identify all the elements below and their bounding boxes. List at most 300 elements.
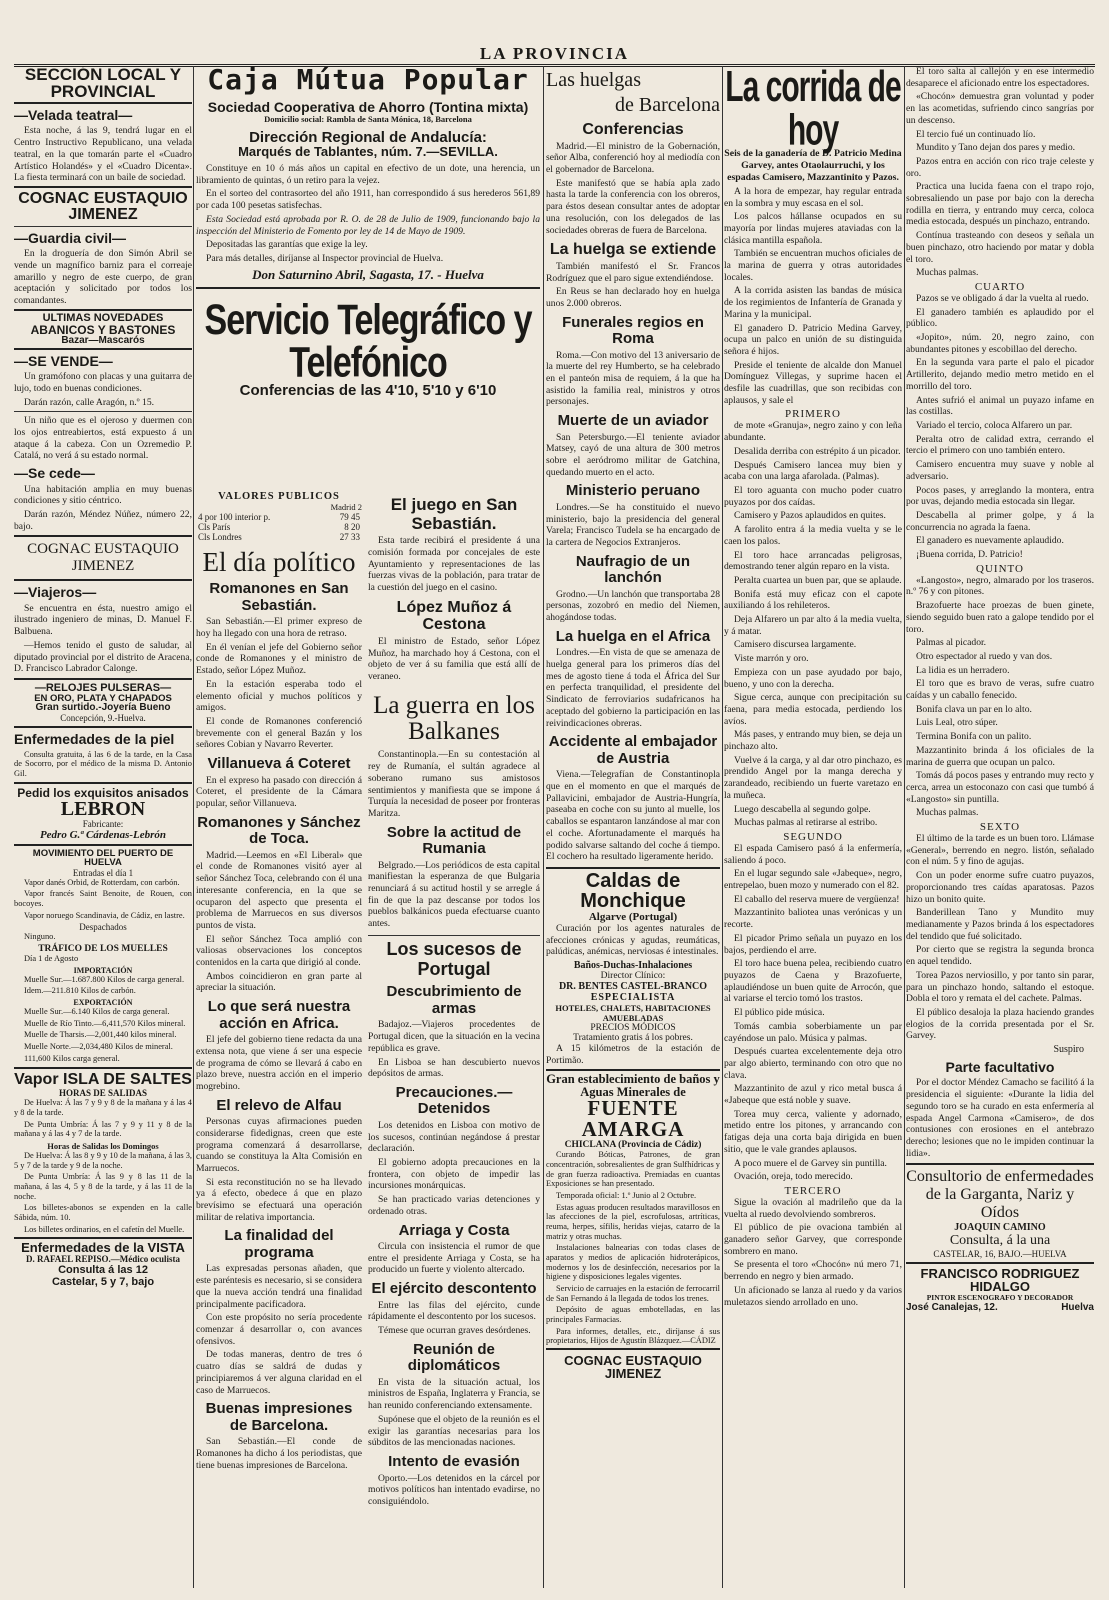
article-body: En la droguería de don Simón Abril se vende un magnífico barniz para el correaje amarillo y negro de este cuerpo, de gran aceptación y solicitado por todos los comandantes.: [14, 248, 192, 307]
article-body: Muelle Sur.—6.140 Kilos de carga general.: [24, 1007, 170, 1017]
article-body: Pocos pases, y arreglando la montera, entra por uvas, dejando media estocada sin llegar.: [906, 484, 1094, 508]
article-heading: Buenas impresiones de Barcelona.: [205, 1400, 353, 1434]
article-body: El toro que es bravo de veras, sufre cuatro caídas y un caballo fenecido.: [906, 678, 1094, 702]
article-body: Londres.—En vista de que se amenaza de huelga general para los primeros días del mes de agosto tiene á toda el África del Sur en perfecta tranquilidad, el presidente del Sindicato de ferroviarios sudafricanos ha aceptado del gobierno la participación en las reivindicaciones obreras.: [546, 647, 720, 729]
article-body: Vuelve á la carga, y al dar otro pinchazo, es prendido Angel por la manga derecha y zarandeado, recibiendo un fuerte varetazo en la muñeca.: [724, 754, 902, 801]
article-heading: —SE VENDE—: [14, 352, 113, 369]
article-body: Si esta reconstitución no se ha llevado ya á efecto, obedece á que en plazo brevísimo se efectuará una operación militar de relativa importancia.: [196, 1176, 362, 1223]
column-2-right: [368, 491, 540, 1510]
article-body: A la corrida asisten las bandas de música de los regimientos de Infantería de Granada y Marina y la municipal.: [724, 285, 902, 320]
ad-line: Sociedad Cooperativa de Ahorro (Tontina mixta): [207, 99, 529, 115]
column-huelgas: [546, 66, 720, 1588]
sub-heading: TRÁFICO DE LOS MUELLES: [38, 944, 168, 955]
article-body: Este manifestó que se había apla zado hasta la tarde la conferencia con los obreros, para éstos desean consultar antes de adoptar una resolución, con los delegados de las sociedades obreras de fuera de Barcelona.: [546, 177, 720, 236]
ad-line: ESPECIALISTA: [590, 992, 676, 1004]
article-body: El gobierno adopta precauciones en la frontera, con objeto de impedir las incursiones monárquicas.: [368, 1157, 540, 1192]
ad-address: José Canalejas, 12.: [906, 1302, 998, 1314]
sub-heading: EXPORTACIÓN: [73, 998, 133, 1008]
article-heading: Accidente al embajador de Austria: [548, 733, 718, 767]
article-body: El ganadero es nuevamente aplaudido.: [916, 535, 1064, 547]
ad-line: Pedro G.ª Cárdenas-Lebrón: [39, 828, 167, 841]
column-2-left: [196, 491, 362, 1473]
ad-line: Concepción, 9.-Huelva.: [60, 713, 146, 724]
article-body: A poco muere el de Garvey sin puntilla.: [734, 1157, 887, 1169]
ad-line: De Punta Umbría: Á las 7 y 9 y 11 y 8 de la mañana y á las 4 y 7 de la tarde.: [14, 1119, 192, 1139]
article-body: Contínua trasteando con deseos y señala un buen pinchazo, otro haciendo por matar y dobla el toro.: [906, 230, 1094, 265]
ad-line: Dirección Regional de Andalucía:: [249, 129, 487, 146]
article-body: Viena.—Telegrafían de Constantinopla que en el momento en que el marqués de Pallavicini, embajador de Austria-Hungría, paseaba en coche con su junto al muelle, los caballos se espantaron lanzándose al mar con el coche. Afortunadamente el marqués ha podido salvarse saltando del coche á tiempo. El cochero ha resultado ligeramente herido.: [546, 769, 720, 863]
bull-heading: TERCERO: [784, 1184, 842, 1197]
article-body: Personas cuyas afirmaciones pueden considerarse fidedignas, creen que este programa comenzará á desarrollarse, cuando se constituya la Alta Comisión en Marruecos.: [196, 1116, 362, 1174]
francisco-ad: [906, 1262, 1094, 1313]
article-body: Sigue la ovación al madrileño que da la vuelta al ruedo devolviendo sombreros.: [724, 1196, 902, 1220]
article-body: Muchas palmas.: [916, 267, 979, 279]
ad-line: Vapor ISLA DE SALTES: [14, 1071, 192, 1089]
valores-name: 4 por 100 interior p.: [198, 512, 271, 522]
article-body: El ganadero D. Patricio Medina Garvey, ocupa un palco en unión de su distinguida señora é hijos.: [724, 322, 902, 357]
article-body: El conde de Romanones conferenció brevemente con el general Bazán y los señores Cobian y Navarro Reverter.: [196, 715, 362, 751]
article-subheading: Seis de la ganadería de D. Patricio Medina Garvey, antes Otaolaurruchi, y los espadas Camisero, Mazzantinito y Pazos.: [724, 148, 902, 183]
relojes-ad: [14, 678, 192, 729]
ad-line: Consultorio de enfermedades: [906, 1168, 1094, 1186]
ad-title: FUENTE AMARGA: [581, 1096, 685, 1142]
article-body: También se encuentran muchos oficiales de la marina de guerra y otras autoridades locales.: [724, 248, 902, 283]
article-body: En el lugar segundo sale «Jabeque», negro, entrepelao, buen mozo y numerado con el 82.: [724, 868, 902, 892]
cognac-ad: COGNAC EUSTAQUIO JIMENEZ: [14, 186, 192, 227]
article-body: Las expresadas personas añaden, que este paréntesis es necesario, si se considera que la nueva acción tendrá una finalidad principalmente pacificadora.: [196, 1263, 362, 1310]
ad-line: Depositadas las garantías que exige la ley.: [206, 239, 368, 251]
valores-heading: VALORES PUBLICOS: [218, 491, 340, 502]
ad-line: de la Garganta, Nariz y Oídos: [925, 1186, 1075, 1222]
ad-line: CASTELAR, 16, BAJO.—HUELVA: [933, 1249, 1067, 1260]
caja-ad: [196, 66, 540, 289]
cognac-ad: COGNAC EUSTAQUIO JIMENEZ: [546, 1348, 720, 1380]
article-body: El picador Primo señala un puyazo en los bajos, perdiendo el arre.: [724, 932, 902, 956]
article-body: El público pide música.: [734, 1007, 825, 1019]
article-body: Después Camisero lancea muy bien y acaba con una larga afarolada. (Palmas).: [724, 459, 902, 483]
section-title: La corrida de hoy: [725, 66, 901, 155]
article-body: Tomás cambia soberbiamente un par cayéndose un palo. Música y palmas.: [724, 1020, 902, 1044]
article-body: Entre las filas del ejército, cunde rápidamente el descontento por los sucesos.: [368, 1299, 540, 1323]
article-body: Badajoz.—Viajeros procedentes de Portugal dicen, que la situación en la vecina república es grave.: [368, 1019, 540, 1054]
article-body: Darán razón, calle Aragón, n.º 15.: [24, 396, 155, 408]
bull-heading: SEGUNDO: [783, 830, 843, 843]
vista-ad: [14, 1237, 192, 1288]
article-heading: Villanueva á Coteret: [207, 755, 351, 773]
article-body: Muelle de Río Tinto.—6,411,570 Kilos mineral.: [24, 1018, 186, 1028]
article-body: El ganadero también es aplaudido por el público.: [906, 306, 1094, 330]
ad-line: Bazar—Mascarós: [61, 334, 145, 346]
article-heading: Descubrimiento de armas: [386, 983, 522, 1017]
article-heading: La guerra en los Balkanes: [373, 691, 535, 746]
article-body: En el expreso ha pasado con dirección á Coteret, el presidente de la Cámara popular, señor Villanueva.: [196, 774, 362, 809]
article-body: Mazzantinito brinda á los oficiales de la marina de guerra que ocupan un palco.: [906, 744, 1094, 768]
article-body: Camisero y Pazos aplaudidos en quites.: [734, 510, 886, 522]
ad-line: Baños-Duchas-Inhalaciones: [573, 960, 693, 972]
ad-line: LEBRON: [60, 797, 146, 820]
article-body: San Sebastián.—El primer expreso de hoy ha llegado con una hora de retraso.: [196, 616, 362, 640]
ad-line: [906, 1302, 1094, 1313]
article-body: El último de la tarde es un buen toro. Llámase «General», berrendo en negro. listón, señalado con el núm. 5 y fino de agujas.: [906, 833, 1094, 868]
ad-line: Gran establecimiento de baños y Aguas Minerales de: [546, 1072, 720, 1099]
article-body: El ministro de Estado, señor López Muñoz, ha marchado hoy á Cestona, con el objeto de ver á su familia que está allí de veraneo.: [368, 636, 540, 683]
section-title: Las huelgas: [546, 69, 641, 91]
article-body: El toro hace arrancadas peligrosas, demostrando tener algún reparo en la vista.: [724, 549, 902, 573]
article-heading: El juego en San Sebastián.: [390, 495, 518, 533]
sub-heading: IMPORTACIÓN: [73, 965, 133, 975]
article-heading: MOVIMIENTO DEL PUERTO DE HUELVA: [32, 847, 174, 869]
ad-line: Tratamiento gratis á los pobres.: [573, 1033, 693, 1044]
article-body: Se presenta el toro «Chocón» nú mero 71, berrendo en negro y bien armado.: [724, 1259, 902, 1283]
column-local: [14, 66, 192, 1588]
article-body: A la hora de empezar, hay regular entrada en la sombra y muy escasa en el sol.: [724, 185, 902, 209]
article-body: Mundito y Tano dejan dos pares y medio.: [916, 142, 1076, 154]
article-heading: La huelga en el Africa: [555, 627, 711, 645]
article-body: La lidia es un herradero.: [916, 664, 1010, 676]
valores-value: 79 45: [339, 512, 360, 522]
article-body: A farolito entra á la media vuelta y se le caen los palos.: [724, 524, 902, 547]
article-body: San Sebastián.—El conde de Romanones ha dicho á los periodistas, que tiene buenas impresiones de Barcelona.: [196, 1436, 362, 1471]
article-body: Un aficionado se lanza al ruedo y da varios muletazos siendo arrollado en uno.: [724, 1284, 902, 1308]
ad-line: De Huelva: Á las 7 y 9 y 8 de la mañana y á las 4 y 8 de la tarde.: [14, 1098, 192, 1117]
article-body: El toro salta al callejón y en ese intermedio desaparece el aficionado entre los espectadores.: [906, 66, 1094, 89]
section-subtitle: Conferencias de las 4'10, 5'10 y 6'10: [239, 381, 497, 399]
article-body: El toro hace buena pelea, recibiendo cuatro puyazos de Caena y Brazofuerte, aplaudiéndose un buen quite de Arrocón, que al variarse el tercio tomó los trastos.: [724, 958, 902, 1005]
column-rule: [904, 66, 905, 1588]
article-body: Peralta cuartea un buen par, que se aplaude.: [734, 574, 902, 586]
ad-title: Caldas de Monchique: [580, 869, 686, 912]
article-body: Otro espectador al ruedo y van dos.: [916, 650, 1053, 662]
article-body: Banderillean Tano y Mundito muy medianamente y Pazos brinda á los espectadores del tendido que fué solicitado.: [906, 907, 1094, 942]
article-body: Vapor francés Saint Benoite, de Rouen, con bocoyes.: [14, 889, 192, 909]
article-body: En Lisboa se han descubierto nuevos depósitos de armas.: [368, 1056, 540, 1080]
column-rule: [193, 66, 194, 1588]
article-body: Preside el teniente de alcalde don Manuel Domínguez Villegas, y suprime hacen el desfile las cuadrillas, que son recibidas con aplausos, y sale el: [724, 359, 902, 406]
article-body: Roma.—Con motivo del 13 aniversario de la muerte del rey Humberto, se ha celebrado en el panteón misa de requiem, á la que ha asistido la familia real, ministros y otros personajes.: [546, 349, 720, 408]
sub-heading: Despachados: [79, 922, 127, 933]
article-body: Por cierto que se registra la segunda bronca en aquel tendido.: [906, 944, 1094, 968]
article-body: Ovación, oreja, todo merecido.: [734, 1171, 853, 1183]
bull-heading: QUINTO: [976, 562, 1024, 575]
article-body: De todas maneras, dentro de tres ó cuatro días se saldrá de dudas y principiaremos á ver alguna claridad en el caso de Marruecos.: [196, 1349, 362, 1396]
valores-row: [196, 512, 362, 522]
article-body: Una habitación amplia en muy buenas condiciones y sitio céntrico.: [14, 483, 192, 507]
ad-line: Fabricante:: [82, 818, 124, 829]
section-title: Servicio Telegráfico y Telefónico: [204, 296, 532, 387]
article-body: Torea muy cerca, valiente y adornado, metido entre los pitones, y arrancando con fatigas deja una corta baja dirigida en buen sitio, que le vale grandes aplausos.: [724, 1108, 902, 1155]
ad-line: Consulta, á la una: [949, 1233, 1051, 1249]
article-heading: La finalidad del programa: [224, 1227, 334, 1261]
article-body: Día 1 de Agosto: [24, 954, 79, 964]
article-heading: Ministerio peruano: [565, 482, 701, 500]
ad-line: PRECIOS MÓDICOS: [590, 1023, 676, 1034]
article-body: Ambos coincidieron en gran parte al apreciar la situación.: [196, 970, 362, 994]
article-heading: El relevo de Alfau: [216, 1096, 342, 1114]
article-body: Muchas palmas.: [916, 807, 979, 819]
ad-line: —RELOJES PULSERAS—: [34, 681, 172, 694]
article-heading: Naufragio de un lanchón: [575, 552, 691, 587]
article-body: 111,600 Kilos carga general.: [24, 1053, 120, 1063]
article-heading: Precauciones.—Detenidos: [395, 1083, 513, 1118]
article-body: Después cuartea excelentemente deja otro par algo abierto, terminando con otro que no clava.: [724, 1046, 902, 1081]
caldas-ad: [546, 867, 720, 1067]
article-body: Constantinopla.—En su contestación al rey de Rumanía, el sultán agradece al soberano rumano sus amistosos sentimientos y manifiesta que se impone á Turquía la necesidad de poseer por fronteras Maritza.: [368, 749, 540, 819]
article-body: Variado el tercio, coloca Alfarero un par.: [916, 419, 1073, 431]
ad-line: Esta Sociedad está aprobada por R. O. de 28 de Julio de 1909, funcionando bajo la inspección del Ministerio de Fomento por ley de 14 de Mayo de 1909.: [196, 213, 540, 237]
article-heading: Reunión de diplomáticos: [407, 1340, 501, 1375]
article-body: Un gramófono con placas y una guitarra de lujo, todo en buenas condiciones.: [14, 371, 192, 394]
article-body: Bonifa está muy eficaz con el capote auxiliando á los rehileteros.: [724, 588, 902, 612]
article-heading: —Guardia civil—: [14, 229, 127, 246]
article-body: Más pases, y entrando muy bien, se deja un pinchazo alto.: [724, 729, 902, 753]
ad-line: Para informes, detalles, etc., diríjanse á sus propietarios, Hijos de Agustín Blázquez.—CÁDIZ: [546, 1326, 720, 1346]
article-body: Mazzantinito baliotea unas verónicas y un recorte.: [724, 907, 902, 931]
article-body: Madrid.—El ministro de la Gobernación, señor Alba, conferenció hoy al mediodía con el gobernador de Barcelona.: [546, 140, 720, 175]
ad-line: ABANICOS Y BASTONES: [30, 322, 176, 337]
ad-line: Algarve (Portugal): [588, 910, 678, 923]
article-body: Se encuentra en ésta, nuestro amigo el ilustrado ingeniero de minas, D. Manuel F. Balbuena.: [14, 602, 192, 638]
ad-line: Servicio de carruajes en la estación de ferrocarril de San Fernando á la llegada de todos los trenes.: [546, 1283, 720, 1303]
ad-line: Castelar, 5 y 7, bajo: [51, 1276, 155, 1289]
ad-line: A 15 kilómetros de la estación de Portimão.: [546, 1043, 720, 1066]
article-body: Supónese que el objeto de la reunión es el exigir las garantías necesarias para los súbditos de las mencionadas naciones.: [368, 1413, 540, 1449]
article-body: Camisero discursea largamente.: [734, 639, 857, 651]
column-corrida: [724, 66, 902, 1588]
ad-line: Curación por los agentes naturales de afecciones crónicas y agudas, reumáticas, palúdicas, anémicas, nerviosas é intestinales.: [546, 922, 720, 958]
column-rule: [543, 66, 544, 1588]
ad-line: Director Clínico:: [600, 971, 666, 982]
article-body: Empieza con un pase ayudado por bajo, bueno, y uno con la derecha.: [724, 666, 902, 690]
article-body: El jefe del gobierno tiene redacta da una extensa nota, que viene á ser una especie de programa de cómo se llevará á cabo en plazo breve, nuestra acción en el imperio mogrebino.: [196, 1034, 362, 1092]
article-body: Muelle de Tharsis.—2,001,440 kilos mineral.: [24, 1030, 177, 1040]
article-heading: Conferencias: [582, 121, 684, 138]
article-body: El público de pie ovaciona también al ganadero señor Garvey, que corresponde sombrero en mano.: [724, 1222, 902, 1257]
article-heading: Los sucesos de Portugal: [368, 935, 540, 980]
ad-line: De Punta Umbría: Á las 9 y 8 las 11 de la mañana, á las 4, 5 y 8 de la tarde, y á las 11 de la noche.: [14, 1172, 192, 1201]
article-body: Oporto.—Los detenidos en la cárcel por motivos políticos han intentado evadirse, no consiguiéndolo.: [368, 1472, 540, 1507]
article-heading: El día político: [202, 547, 356, 577]
article-body: Viste marrón y oro.: [734, 653, 809, 665]
ad-line: Instalaciones balnearias con todas clases de aparatos y medios de aplicación hidroterápicos, modernos y los de desinfección, necesarios por la higiene y disposiciones legales vigentes.: [546, 1243, 720, 1282]
ad-line: Marqués de Tablantes, núm. 7.—SEVILLA.: [238, 144, 498, 159]
article-heading: Romanones en San Sebastián.: [209, 580, 349, 614]
article-body: Grodno.—Un lanchón que transportaba 28 personas, zozobró en medio del Niemen, ahogándose todas.: [546, 588, 720, 624]
article-heading: —Velada teatral—: [14, 107, 133, 123]
masthead-title: LA PROVINCIA: [470, 44, 639, 64]
article-body: Practica una lucida faena con el trapo rojo, sobresaliendo un pase por bajo con la derecha rodilla en tierra, y entrando muy cerca, coloca media estocada, después un pinchazo, entrando.: [906, 181, 1094, 228]
valores-row: [196, 522, 362, 532]
article-body: Bonifa clava un par en lo alto.: [916, 703, 1032, 715]
valores-table: [196, 512, 362, 542]
novedades-ad: [14, 309, 192, 350]
ad-line: Curando Bóticas, Patrones, de gran concentración, sobresalientes de gran Sulfhídricas y de gran fuerza radioactiva. Premiadas en cuantas Exposiciones se han presentado.: [546, 1150, 720, 1189]
article-body: «Chocón» demuestra gran voluntad y poder en las acometidas, sufriendo cinco sangrías por un descenso.: [906, 91, 1094, 126]
ad-line: En el sorteo del contrasorteo del año 1911, han correspondido á sus herederos 561,89 por cada 100 pesetas satisfechas.: [196, 188, 540, 212]
article-heading: El ejército descontento: [371, 1280, 537, 1298]
article-body: Torea Pazos nerviosillo, y por tanto sin parar, para un pinchazo hondo, saltando el estoque. Dobla el toro y remata el del cachete. Palmas.: [906, 969, 1094, 1005]
ad-line: PINTOR ESCENOGRAFO Y DECORADOR: [926, 1293, 1074, 1303]
article-body: San Petersburgo.—El teniente aviador Matsey, cayó de una altura de 300 metros sobre el aeródromo militar de Gatchina, quedando muerto en el acto.: [546, 431, 720, 478]
ad-line: Don Saturnino Abril, Sagasta, 17. - Huelva: [252, 266, 484, 282]
valores-name: Cls París: [198, 522, 231, 532]
article-body: El público desaloja la plaza haciendo grandes elogios de la corrida presentada por el Sr. Garvey.: [906, 1006, 1094, 1042]
article-body: En la segunda vara parte el palo el picador Artillerito, dejando medio metro metido en el morrillo del toro.: [906, 357, 1094, 392]
article-body: Pazos se ve obligado á dar la vuelta al ruedo.: [916, 292, 1089, 304]
column-rule: [722, 66, 723, 1588]
ad-line: De Huelva: Á las 8 y 9 y 10 de la mañana, á las 3, 5 y 7 de la tarde y 9 de la noche.: [14, 1150, 192, 1170]
ad-title: FRANCISCO RODRIGUEZ HIDALGO: [920, 1266, 1080, 1295]
article-body: Tomás dá pocos pases y entrando muy recto y cerca, arrea un estoconazo con casi que tumbó á «Langosto» sin puntilla.: [906, 770, 1094, 805]
ad-line: EN ORO, PLATA Y CHAPADOS: [34, 692, 172, 704]
ad-line: Pedid los exquisitos anisados: [17, 785, 189, 800]
article-body: de mote «Granuja», negro zaino y con leña abundante.: [724, 420, 902, 444]
article-body: Madrid.—Leemos en «El Liberal» que el conde de Romanones visitó ayer al señor Sánchez Toca, celebrando con él una interesante conferencia, en la que se ocuparon del aspecto que presenta el problema de Marruecos en sus diversos puntos de vista.: [196, 849, 362, 931]
article-body: Esta noche, á las 9, tendrá lugar en el Centro Instructivo Republicano, una velada teatral, en la que tomarán parte el «Cuadro Artístico Holandés» y el «Cuadro Dicenta». La fiesta terminará con un baile de sociedad.: [14, 125, 192, 184]
article-body: Mazzantinito de azul y rico metal busca á «Jabeque que está noble y suave.: [724, 1083, 902, 1107]
ad-line: CHICLANA (Provincia de Cádiz): [564, 1140, 702, 1151]
article-heading: Parte facultativo: [945, 1059, 1055, 1076]
column-telegraph: [196, 66, 540, 1588]
ad-line: Estas aguas producen resultados maravillosos en las afecciones de la piel, escrofulosas, artríticas, reuma, herpes, sífilis, heridas viejas, catarro de la matriz y otras muchas.: [546, 1202, 720, 1241]
article-body: Se han practicado varias detenciones y ordenado otras.: [368, 1194, 540, 1217]
bull-heading: SEXTO: [979, 821, 1021, 834]
article-body: Vapor danés Orbid, de Rotterdam, con carbón.: [24, 877, 180, 887]
article-body: Luego descabella al segundo golpe.: [734, 803, 871, 815]
valores-city: Madrid 2: [330, 502, 362, 512]
valores-value: 8 20: [344, 522, 360, 532]
section-title: de Barcelona: [615, 94, 720, 116]
bull-heading: PRIMERO: [785, 408, 841, 421]
article-heading: Funerales regios en Roma: [562, 313, 704, 348]
ad-line: Temporada oficial: 1.º Junio al 2 Octubre.: [556, 1191, 697, 1201]
article-heading: Muerte de un aviador: [557, 412, 709, 430]
article-body: Vapor noruego Scandinavia, de Cádiz, en lastre.: [24, 910, 185, 920]
article-heading: López Muñoz á Cestona: [396, 598, 512, 634]
ad-city: Huelva: [1061, 1302, 1094, 1314]
article-body: Sigue cerca, aunque con precipitación su faena, para media estocada, perdiendo los avíos.: [724, 692, 902, 727]
lebron-ad: [14, 782, 192, 846]
article-heading: La huelga se extiende: [549, 241, 717, 259]
column-corrida-cont: [906, 66, 1094, 1588]
article-body: Londres.—Se ha constituido el nuevo ministerio, bajo la presidencia del general Varela; Francisco Tudela se ha encargado de la cartera de Negocios Extranjeros.: [546, 501, 720, 549]
ad-line: Los billetes-abonos se expenden en la calle Sábida, núm. 10.: [14, 1203, 192, 1222]
cognac-ad: COGNAC EUSTAQUIO JIMENEZ: [14, 535, 192, 581]
article-body: Camisero encuentra muy suave y noble al adversario.: [906, 459, 1094, 482]
article-body: Témese que ocurran graves desórdenes.: [378, 1325, 531, 1337]
article-body: —Hemos tenido el gusto de saludar, al diputado provincial por el distrito de Aracena, D. Francisco Labrador Calonge.: [14, 639, 192, 675]
article-body: Luis Leal, otro súper.: [916, 717, 998, 729]
masthead: [14, 44, 1095, 67]
article-body: Termina Bonifa con un palito.: [916, 731, 1032, 743]
ad-line: D. RAFAEL REPISO.—Médico oculista: [25, 1254, 181, 1265]
ad-line: DR. BENTES CASTEL-BRANCO: [558, 981, 708, 993]
article-heading: Romanones y Sánchez de Toca.: [197, 813, 361, 848]
article-body: Muchas palmas al retirarse al estribo.: [734, 817, 878, 829]
article-body: Los palcos hállanse ocupados en su mayoría por lindas mujeres ataviadas con la clásica mantilla española.: [724, 211, 902, 246]
article-heading: —Viajeros—: [14, 584, 97, 601]
article-body: Peralta otro de calidad extra, cerrando el tercio el primero con uno también entero.: [906, 433, 1094, 457]
article-body: Desalida derriba con estrépito á un picador.: [734, 445, 901, 457]
article-body: Palmas al picador.: [916, 637, 987, 649]
article-body: El señor Sánchez Toca amplió con valiosas observaciones los conceptos contenidos en la carta que dirigió al conde.: [196, 933, 362, 969]
ad-line: Horas de Salidas los Domingos: [47, 1140, 159, 1151]
ad-line: HOTELES, CHALETS, HABITACIONES AMUEBLADAS: [555, 1003, 711, 1024]
article-body: Idem.—211.810 Kilos de carbón.: [24, 986, 136, 996]
article-body: ¡Buena corrida, D. Patricio!: [916, 549, 1023, 561]
article-body: Consulta gratuita, á las 6 de la tarde, en la Casa de Socorro, por el médico de la misma D. Antonio Gil.: [14, 749, 192, 779]
article-body: Brazofuerte hace proezas de buen ginete, siendo seguido buen rato a galope tendido por el toro.: [906, 600, 1094, 635]
article-body: Por el doctor Méndez Camacho se facilitó á la presidencia el siguiente: «Durante la lidia del segundo toro se ha curado en esta enfermería al espada Angel Carmona «Camisero», de dos contusiones con erosiones en el antebrazo derecho; lesiones que no le impiden continuar la lidia».: [906, 1077, 1094, 1159]
sub-heading: Entradas el día 1: [72, 867, 134, 878]
article-body: Antes sufrió el animal un puyazo infame en las costillas.: [906, 394, 1094, 418]
article-body: El toro aguanta con mucho poder cuatro puyazos por dos caídas.: [724, 484, 902, 508]
article-body: Muelle Norte.—2,034,480 Kilos de mineral.: [24, 1042, 173, 1052]
ad-line: Gran surtido.-Joyería Bueno: [35, 702, 171, 714]
ad-line: Consulta á las 12: [58, 1264, 148, 1277]
consultorio-ad: [906, 1163, 1094, 1259]
article-body: Con un poder enorme sufre cuatro puyazos, proporcionando tres caídas aparatosas. Pazos hizo un bonito quite.: [906, 870, 1094, 905]
article-body: Circula con insistencia el rumor de que entre el presidente Arriaga y Costa, se ha producido un fuerte y violento altercado.: [368, 1241, 540, 1276]
article-heading: Sobre la actitud de Rumania: [386, 823, 522, 858]
article-body: Ninguno.: [24, 932, 56, 942]
valores-name: Cls Londres: [198, 532, 242, 542]
article-body: Esta tarde recibirá el presidente á una comisión formada por concejales de este Ayuntamiento y representaciones de las fuerzas vivas de la población, para tratar de la cuestión del juego en el casino.: [368, 535, 540, 594]
article-body: Descabella al primer golpe, y á la concurrencia no agrada la faena.: [906, 509, 1094, 533]
section-title: SECCIÓN LOCAL Y PROVINCIAL: [14, 66, 192, 104]
article-body: Con este propósito no sería procedente comenzar á desarrollar o, con avances ofensivos.: [196, 1312, 362, 1347]
article-body: «Langosto», negro, almarado por los traseros. n.º 76 y con pitones.: [906, 574, 1094, 598]
ad-line: Depósito de aguas embotelladas, en las principales Farmacias.: [546, 1305, 720, 1324]
article-signature: Suspiro: [1053, 1044, 1084, 1056]
article-body: En él venían el jefe del Gobierno señor conde de Romanones y el ministro de Estado, señor López Muñoz.: [196, 641, 362, 677]
valores-value: 27 33: [339, 532, 360, 542]
article-body: El espada Camisero pasó á la enfermería, saliendo á poco.: [724, 842, 902, 866]
article-body: «Jopito», núm. 20, negro zaino, con abundantes pitones y escobillao del derecho.: [906, 332, 1094, 355]
article-body: El tercio fué un continuado lío.: [916, 128, 1036, 140]
article-body: Darán razón, Méndez Núñez, número 22, bajo.: [14, 508, 192, 532]
bull-heading: CUARTO: [974, 280, 1026, 293]
article-body: Deja Alfarero un par alto á la media vuelta, y á matar.: [724, 614, 902, 637]
ad-line: Para más detalles, diríjanse al Inspector provincial de Huelva.: [206, 252, 444, 264]
ad-line: ULTIMAS NOVEDADES: [42, 311, 164, 324]
valores-row: [196, 532, 362, 542]
ad-line: Domicilio social: Rambla de Santa Mónica, 18, Barcelona: [264, 114, 472, 124]
ad-line: Constituye en 10 ó más años un capital en efectivo de un dote, una herencia, un libramiento de quintas, ó un retiro para la vejez.: [196, 163, 540, 186]
article-heading: Lo que será nuestra acción en Africa.: [207, 998, 351, 1032]
article-body: También manifestó el Sr. Francos Rodríguez que el paro sigue extendiéndose.: [546, 260, 720, 284]
article-body: Un niño que es el ojeroso y duermen con los ojos entreabiertos, está expuesto á un ataque á la cabeza. Con un Ozremedio P. Catalá, no verá á su estado normal.: [14, 415, 192, 462]
article-body: En Reus se han declarado hoy en huelga unos 2.000 obreros.: [546, 286, 720, 309]
article-body: El caballo del reserva muere de vergüenza!: [734, 893, 900, 905]
article-heading: —Se cede—: [14, 465, 95, 482]
ad-line: JOAQUIN CAMINO: [954, 1222, 1046, 1234]
ad-line: HORAS DE SALIDAS: [58, 1088, 148, 1099]
ad-line: Los billetes ordinarios, en el cafetín del Muelle.: [24, 1224, 185, 1234]
fuente-ad: [546, 1069, 720, 1345]
ad-title: Caja Mútua Popular: [207, 66, 529, 96]
vapor-ad: [14, 1067, 192, 1234]
article-body: En vista de la situación actual, los ministros de España, Inglaterra y Francia, se han reunido conferenciando extensamente.: [368, 1376, 540, 1412]
article-body: Muelle Sur.—1.687.800 Kilos de carga general.: [24, 974, 185, 984]
article-heading: Arriaga y Costa: [398, 1221, 510, 1239]
article-heading: Intento de evasión: [388, 1453, 520, 1470]
article-body: En la estación esperaba todo el elemento oficial y muchos políticos y amigos.: [196, 678, 362, 714]
article-body: Los detenidos en Lisboa con motivo de los sucesos, continúan negándose á prestar declaración.: [368, 1119, 540, 1155]
article-body: Pazos entra en acción con rico traje celeste y oro.: [906, 155, 1094, 179]
article-body: Belgrado.—Los periódicos de esta capital manifiestan la esperanza de que Bulgaria renunciará á su actitud hostil y se arregle á fin de que la paz descanse por todos los pueblos balkánicos pueda efectuarse cuanto antes.: [368, 859, 540, 930]
article-heading: Enfermedades de la piel: [14, 731, 175, 748]
ad-line: Enfermedades de la VISTA: [21, 1240, 185, 1256]
